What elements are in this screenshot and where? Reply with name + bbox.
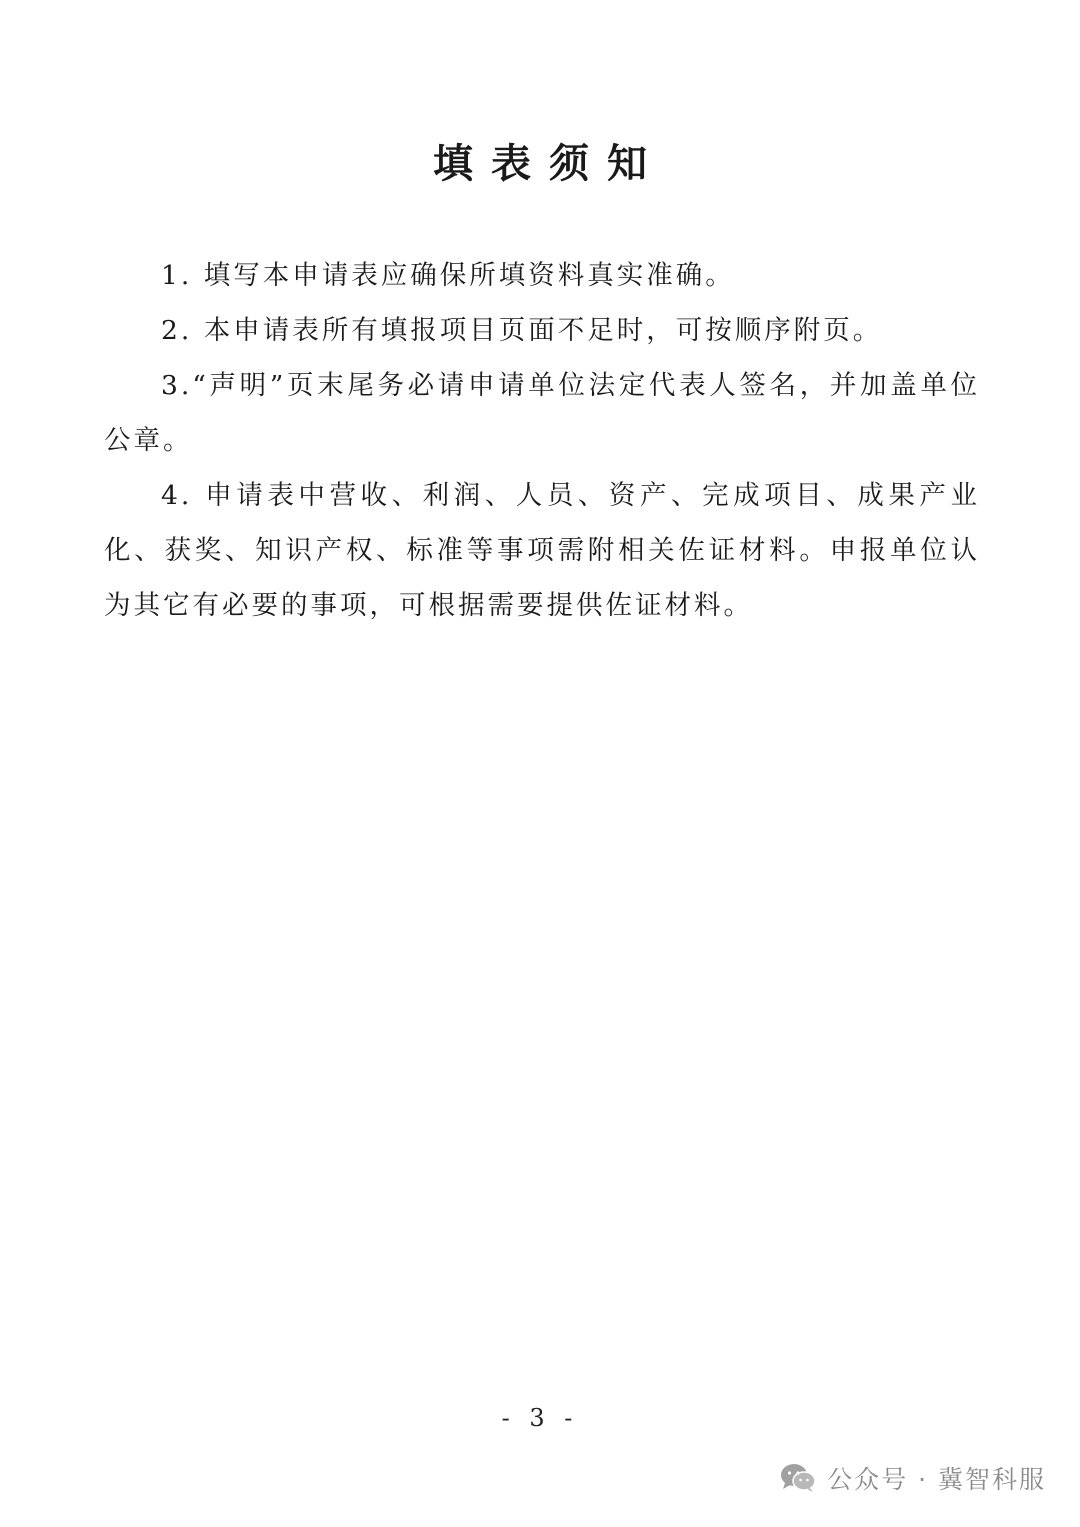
instructions-list [104, 248, 980, 633]
watermark [779, 1458, 1046, 1498]
page-number: - 3 - [501, 1404, 579, 1432]
watermark-text: 公众号 · 冀智科服 [827, 1465, 1046, 1494]
wechat-icon [779, 1462, 817, 1494]
instruction-item-2: 2. 本申请表所有填报项目页面不足时，可按顺序附页。 [161, 315, 883, 346]
instruction-item-4: 4. 申请表中营收、利润、人员、资产、完成项目、成果产业化、获奖、知识产权、标准等事项需附相关佐证材料。申报单位认为其它有必要的事项，可根据需要提供佐证材料。 [104, 480, 980, 621]
instruction-item-1: 1. 填写本申请表应确保所填资料真实准确。 [161, 260, 735, 291]
instruction-item-3: 3.“声明”页末尾务必请申请单位法定代表人签名，并加盖单位公章。 [104, 370, 980, 456]
page-title: 填表须知 [433, 141, 665, 187]
